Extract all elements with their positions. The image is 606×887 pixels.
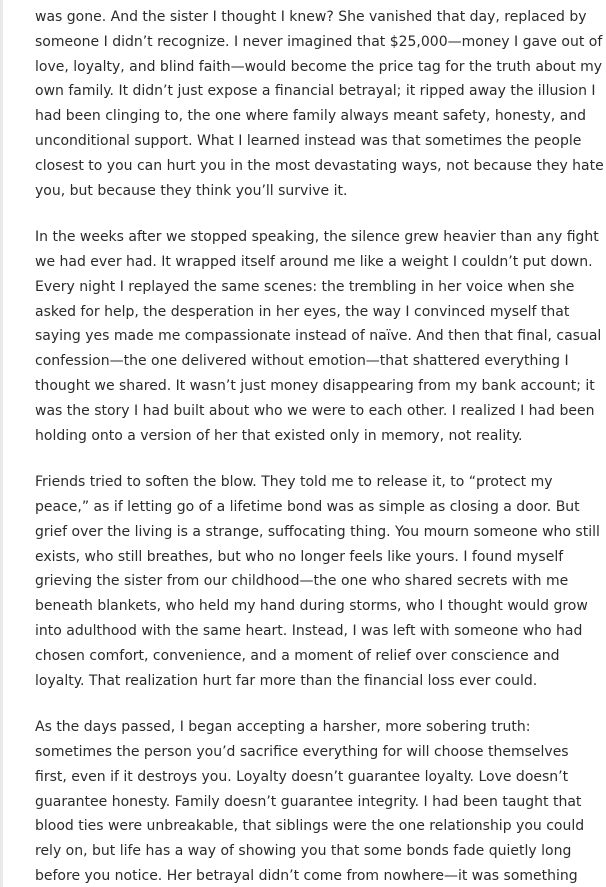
paragraph-line: own family. It didn’t just expose a financial betrayal; it ripped away the illusion I	[35, 83, 596, 100]
article-body	[35, 5, 604, 887]
paragraph-line: we had ever had. It wrapped itself around me like a weight I couldn’t put down.	[35, 253, 593, 270]
paragraph-line: blood ties were unbreakable, that siblings were the one relationship you could	[35, 818, 585, 835]
paragraph-line: grief over the living is a strange, suffocating thing. You mourn someone who still	[35, 523, 600, 540]
paragraph-line: had been clinging to, the one where family always meant safety, honesty, and	[35, 108, 587, 125]
paragraph-line: asked for help, the desperation in her eyes, the way I convinced myself that	[35, 303, 570, 320]
article-paragraph	[35, 225, 602, 448]
paragraph-line: unconditional support. What I learned instead was that sometimes the people	[35, 132, 582, 149]
paragraph-line: was gone. And the sister I thought I knew? She vanished that day, replaced by	[35, 9, 587, 25]
paragraph-line: grieving the sister from our childhood—the one who shared secrets with me	[35, 573, 569, 590]
paragraph-line: chosen comfort, convenience, and a moment of relief over conscience and	[35, 647, 560, 664]
paragraph-line: holding onto a version of her that existed only in memory, not reality.	[35, 427, 523, 444]
paragraph-line: first, even if it destroys you. Loyalty doesn’t guarantee loyalty. Love doesn’t	[35, 768, 569, 785]
paragraph-line: was the story I had built about who we were to each other. I realized I had been	[35, 402, 595, 419]
article-paragraph	[35, 715, 585, 887]
paragraph-line: confession—the one delivered without emotion—that shattered everything I	[35, 353, 569, 370]
paragraph-line: guarantee honesty. Family doesn’t guarantee integrity. I had been taught that	[35, 793, 582, 810]
paragraph-line: beneath blankets, who held my hand during storms, who I thought would grow	[35, 598, 588, 615]
article-paragraph	[35, 5, 604, 203]
paragraph-line: peace,” as if letting go of a lifetime bond was as simple as closing a door. But	[35, 498, 580, 515]
paragraph-line: saying yes made me compassionate instead of naïve. And then that final, casual	[35, 328, 602, 345]
paragraph-line: you, but because they think you’ll survive it.	[35, 182, 348, 199]
paragraph-line: before you notice. Her betrayal didn’t come from nowhere—it was something	[35, 867, 578, 884]
paragraph-line: loyalty. That realization hurt far more than the financial loss ever could.	[35, 672, 538, 689]
paragraph-line: In the weeks after we stopped speaking, the silence grew heavier than any fight	[35, 229, 599, 246]
paragraph-line: someone I didn’t recognize. I never imagined that $25,000—money I gave out of	[35, 33, 603, 50]
paragraph-line: As the days passed, I began accepting a harsher, more sobering truth:	[35, 719, 531, 736]
paragraph-line: sometimes the person you’d sacrifice everything for will choose themselves	[35, 743, 569, 760]
paragraph-line: Friends tried to soften the blow. They told me to release it, to “protect my	[35, 474, 553, 491]
paragraph-line: love, loyalty, and blind faith—would become the price tag for the truth about my	[35, 58, 603, 75]
article-paragraph	[35, 470, 600, 693]
left-margin-rule	[0, 0, 3, 887]
paragraph-line: exists, who still breathes, but who no longer feels like yours. I found myself	[35, 548, 564, 565]
paragraph-line: Every night I replayed the same scenes: the trembling in her voice when she	[35, 278, 575, 295]
paragraph-line: thought we shared. It wasn’t just money disappearing from my bank account; it	[35, 377, 595, 394]
paragraph-line: into adulthood with the same heart. Instead, I was left with someone who had	[35, 622, 583, 639]
paragraph-line: closest to you can hurt you in the most devastating ways, not because they hate	[35, 157, 604, 174]
paragraph-line: rely on, but life has a way of showing you that some bonds fade quietly long	[35, 843, 572, 860]
